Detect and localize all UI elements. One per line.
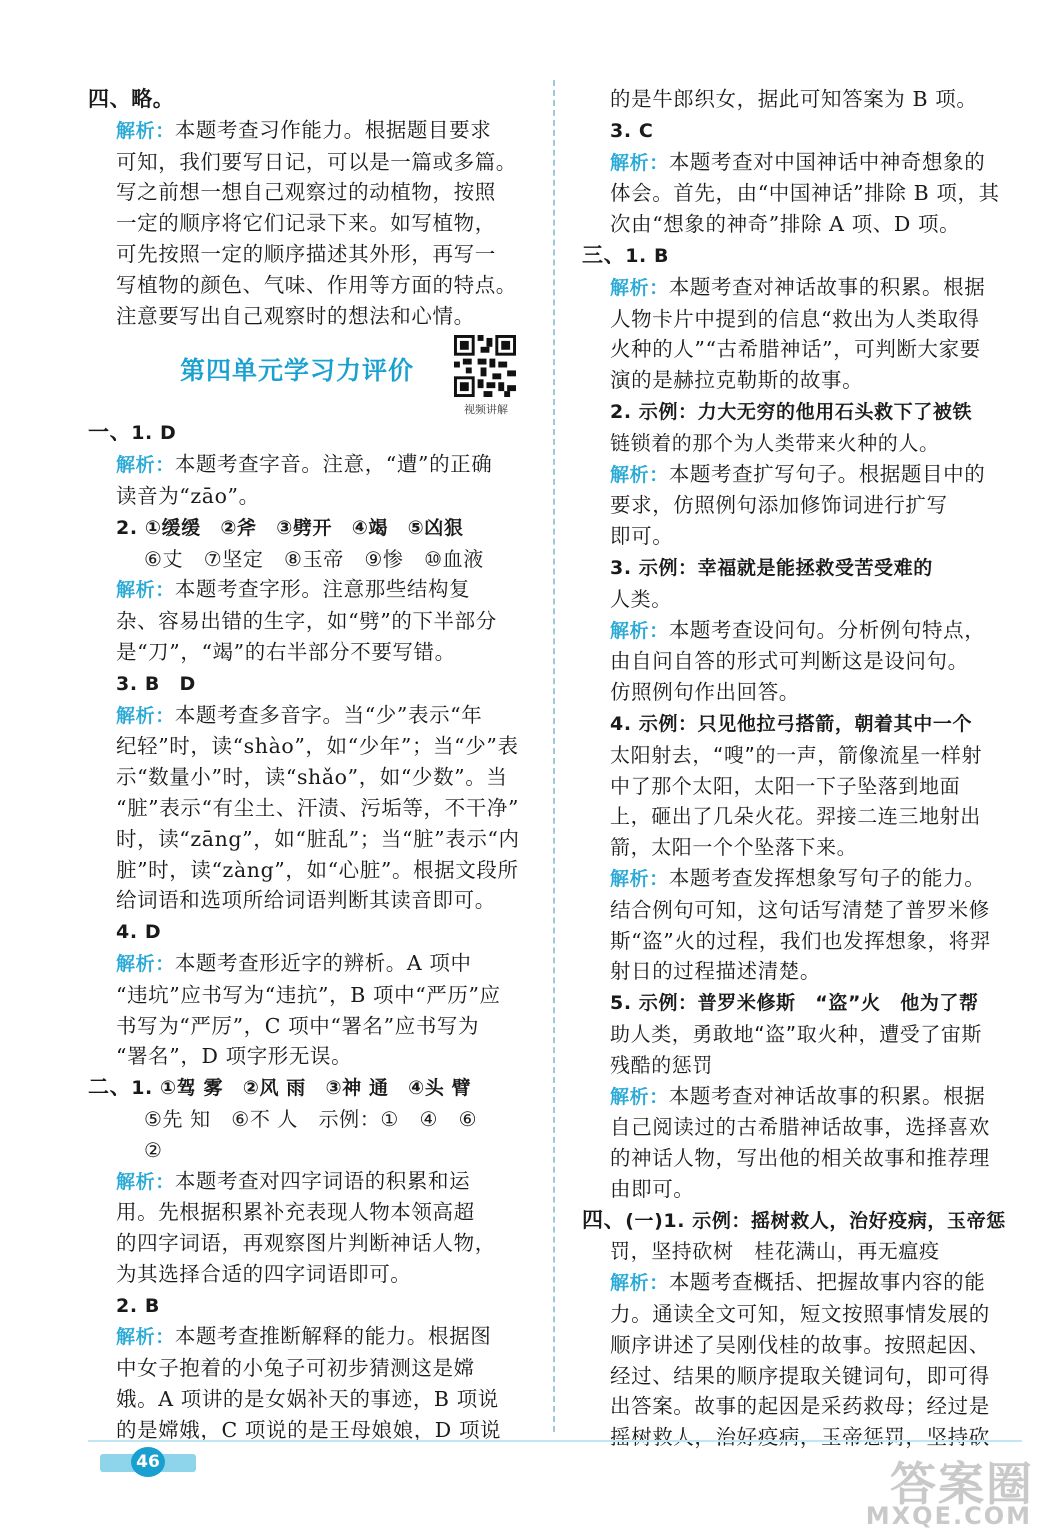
analysis-line: 解析：本题考查习作能力。根据题目要求 <box>116 117 492 142</box>
analysis-line: 由即可。 <box>610 1176 695 1201</box>
analysis-line: 斯“盗”火的过程，我们也发挥想象，将羿 <box>610 928 991 953</box>
analysis-line: 书写为“严厉”，C 项中“署名”应书写为 <box>116 1013 480 1038</box>
analysis-line: 脏”时，读“zàng”，如“心脏”。根据文段所 <box>116 857 519 882</box>
answer-line: ② <box>144 1137 163 1162</box>
analysis-line: 即可。 <box>610 524 674 549</box>
watermark-logo <box>865 1448 1040 1534</box>
analysis-line: 可知，我们要写日记，可以是一篇或多篇。 <box>116 149 517 174</box>
question-line: 一、1. D <box>88 420 177 445</box>
answer-line: 2. B <box>116 1294 160 1317</box>
answer-line: 太阳射去，“嗖”的一声，箭像流星一样射 <box>610 742 983 767</box>
analysis-line: 娥。A 项讲的是女娲补天的事迹，B 项说 <box>116 1387 499 1412</box>
analysis-line: 射日的过程描述清楚。 <box>610 959 821 984</box>
analysis-line: 由自问自答的形式可判断这是设问句。 <box>610 649 969 674</box>
analysis-line: 经过、结果的顺序提取关键词句，即可得 <box>610 1363 990 1388</box>
analysis-line: 示“数量小”时，读“shǎo”，如“少数”。当 <box>116 765 508 790</box>
answer-line: 上，砸出了几朵火花。羿接二连三地射出 <box>610 804 981 829</box>
analysis-line: 可先按照一定的顺序描述其外形，再写一 <box>116 241 496 266</box>
answer-line: 3. B D <box>116 672 196 695</box>
analysis-line: “署名”，D 项字形无误。 <box>116 1044 353 1069</box>
analysis-line: 要求，仿照例句添加修饰词进行扩写 <box>610 493 948 518</box>
unit-title-block <box>88 331 534 417</box>
answer-line: 4. D <box>116 921 162 944</box>
analysis-line: 解析：本题考查对四字词语的积累和运 <box>116 1168 471 1193</box>
answer-line: 人类。 <box>610 586 672 611</box>
analysis-line: 解析：本题考查扩写句子。根据题目中的 <box>610 461 986 486</box>
analysis-line: “脏”表示“有尘土、汗渍、污垢等，不干净” <box>116 795 520 820</box>
analysis-line: 解析：本题考查对神话故事的积累。根据 <box>610 274 986 299</box>
unit-title: 第四单元学习力评价 <box>180 356 415 386</box>
analysis-line: 火种的人”“古希腊神话”，可判断大家要 <box>610 337 981 362</box>
analysis-line: 解析：本题考查多音字。当“少”表示“年 <box>116 702 483 727</box>
question-line: 二、1. ①驾 雾 ②风 雨 ③神 通 ④头 臂 <box>88 1075 472 1100</box>
analysis-line: 一定的顺序将它们记录下来。如写植物， <box>116 211 496 236</box>
section-4-heading: 四、略。 <box>88 87 175 111</box>
right-column <box>582 84 1022 1453</box>
answer-line: 罚，坚持砍树 桂花满山，再无瘟疫 <box>610 1239 940 1264</box>
watermark-text: 答案圈 <box>890 1457 1034 1511</box>
answer-line: 5. 示例：普罗米修斯 “盗”火 他为了帮 <box>610 992 979 1015</box>
analysis-line: 写之前想一想自己观察过的动植物，按照 <box>116 180 496 205</box>
analysis-line: 出答案。故事的起因是采药救母；经过是 <box>610 1394 990 1419</box>
column-divider <box>553 80 555 1432</box>
analysis-line: 用。先根据积累补充表现人物本领高超 <box>116 1200 475 1225</box>
analysis-line: 的神话人物，写出他的相关故事和推荐理 <box>610 1146 990 1171</box>
answer-line: 3. 示例：幸福就是能拯救受苦受难的 <box>610 556 933 579</box>
page-number: 46 <box>131 1447 165 1477</box>
answer-line: ⑥丈 ⑦坚定 ⑧玉帝 ⑨惨 ⑩血液 <box>144 546 484 571</box>
question-line: 四、(一)1. 示例：摇树救人，治好疫病，玉帝惩 <box>582 1207 1006 1232</box>
answer-line: 2. 示例：力大无穷的他用石头救下了被铁 <box>610 400 973 423</box>
left-column <box>88 84 534 1446</box>
analysis-line: “违坑”应书写为“违抗”，B 项中“严历”应 <box>116 982 501 1007</box>
analysis-line: 解析：本题考查发挥想象写句子的能力。 <box>610 865 986 890</box>
analysis-line: 的四字词语，再观察图片判断神话人物， <box>116 1231 496 1256</box>
answer-line: 残酷的惩罚 <box>610 1052 713 1077</box>
answer-line: 中了那个太阳，太阳一下子坠落到地面 <box>610 773 961 798</box>
analysis-line: 力。通读全文可知，短文按照事情发展的 <box>610 1302 990 1327</box>
analysis-line: 读音为“zāo”。 <box>116 483 260 508</box>
analysis-line: 的是牛郎织女，据此可知答案为 B 项。 <box>610 87 978 111</box>
analysis-line: 摇树救人，治好疫病，玉帝惩罚，坚持砍 <box>610 1425 990 1450</box>
qr-label: 视频讲解 <box>464 403 508 417</box>
analysis-line: 解析：本题考查推断解释的能力。根据图 <box>116 1324 492 1349</box>
answer-line: 4. 示例：只见他拉弓搭箭，朝着其中一个 <box>610 712 973 735</box>
analysis-line: 体会。首先，由“中国神话”排除 B 项，其 <box>610 181 1000 206</box>
qr-code-icon[interactable] <box>454 335 516 397</box>
watermark-domain: MXQE.COM <box>865 1502 1032 1530</box>
answer-line: ⑤先 知 ⑥不 人 示例：① ④ ⑥ <box>144 1106 478 1131</box>
analysis-line: 解析：本题考查设问句。分析例句特点， <box>610 617 986 642</box>
answer-line: 箭，太阳一个个坠落下来。 <box>610 835 858 860</box>
answer-line: 2. ①缓缓 ②斧 ③劈开 ④竭 ⑤凶狠 <box>116 516 464 539</box>
answer-line: 链锁着的那个为人类带来火种的人。 <box>610 430 940 455</box>
footer-rule <box>88 1440 1022 1442</box>
question-line: 三、1. B <box>582 242 670 267</box>
page-number-badge <box>100 1446 196 1478</box>
analysis-line: 解析：本题考查对神话故事的积累。根据 <box>610 1083 986 1108</box>
analysis-line: 演的是赫拉克勒斯的故事。 <box>610 368 864 393</box>
analysis-line: 自己阅读过的古希腊神话故事，选择喜欢 <box>610 1115 990 1140</box>
analysis-line: 是“刀”，“竭”的右半部分不要写错。 <box>116 639 456 664</box>
analysis-line: 杂、容易出错的生字，如“劈”的下半部分 <box>116 609 497 634</box>
analysis-line: 解析：本题考查字形。注意那些结构复 <box>116 577 471 602</box>
analysis-line: 给词语和选项所给词语判断其读音即可。 <box>116 888 496 913</box>
answer-line: 3. C <box>610 119 654 142</box>
analysis-line: 顺序讲述了吴刚伐桂的故事。按照起因、 <box>610 1332 990 1357</box>
analysis-line: 解析：本题考查形近字的辨析。A 项中 <box>116 950 472 975</box>
analysis-line: 中女子抱着的小兔子可初步猜测这是嫦 <box>116 1356 475 1381</box>
analysis-label: 解析： <box>116 119 175 142</box>
analysis-line: 次由“想象的神奇”排除 A 项、D 项。 <box>610 212 961 237</box>
analysis-line: 注意要写出自己观察时的想法和心情。 <box>116 303 475 328</box>
analysis-line: 时，读“zāng”，如“脏乱”；当“脏”表示“内 <box>116 826 520 851</box>
answer-line: 助人类，勇敢地“盗”取火种，遭受了宙斯 <box>610 1021 983 1046</box>
analysis-line: 仿照例句作出回答。 <box>610 680 800 705</box>
analysis-line: 为其选择合适的四字词语即可。 <box>116 1261 412 1286</box>
analysis-line: 结合例句可知，这句话写清楚了普罗米修 <box>610 897 990 922</box>
analysis-line: 的是嫦娥，C 项说的是王母娘娘，D 项说 <box>116 1417 502 1442</box>
analysis-line: 纪轻”时，读“shào”，如“少年”；当“少”表 <box>116 734 519 759</box>
analysis-line: 解析：本题考查对中国神话中神奇想象的 <box>610 149 986 174</box>
analysis-line: 解析：本题考查字音。注意，“遭”的正确 <box>116 452 493 477</box>
analysis-line: 写植物的颜色、气味、作用等方面的特点。 <box>116 272 517 297</box>
analysis-line: 人物卡片中提到的信息“救出为人类取得 <box>610 306 980 331</box>
analysis-line: 解析：本题考查概括、把握故事内容的能 <box>610 1270 986 1295</box>
